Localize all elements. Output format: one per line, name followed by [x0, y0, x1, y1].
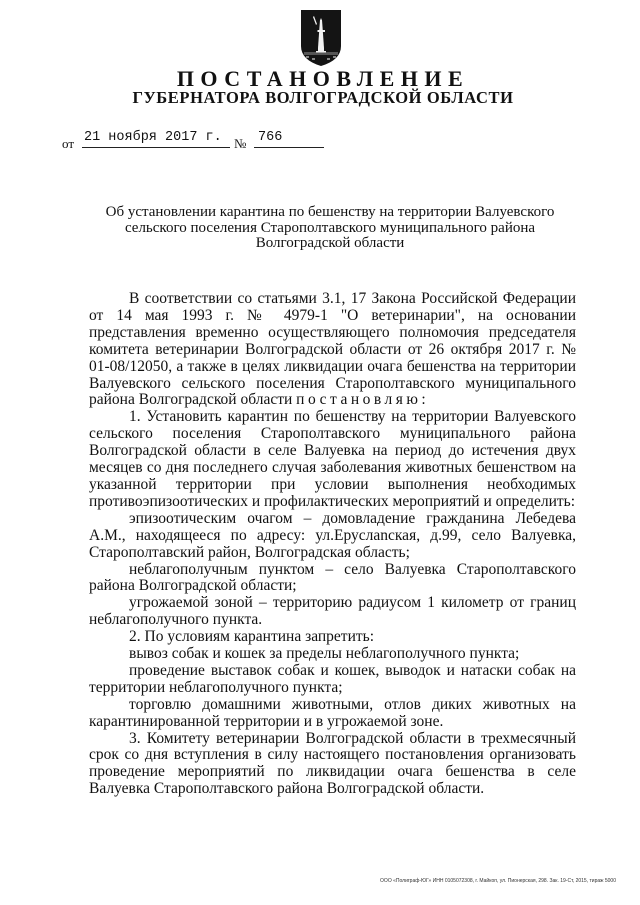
document-number: 766: [254, 128, 324, 148]
document-body: [89, 291, 576, 798]
document-subject: [100, 205, 560, 252]
date-number-line: [58, 128, 358, 150]
subject-line: сельского поселения Старополтавского муниципального района: [124, 219, 536, 236]
clause-3-paragraph: 3. Комитету ветеринарии Волгоградской области в трехмесячный срок со дня вступления в силу настоящего постановления организовать проведение мероприятий по ликвидации очага бешенства в селе Валуевка Старополтавского района Волгоградской области.: [89, 729, 576, 798]
preamble-paragraph: [89, 291, 576, 409]
subject-line: Об установлении карантина по бешенству на территории Валуевского: [105, 204, 555, 220]
document-type-title: ПОСТАНОВЛЕНИЕ: [176, 66, 470, 91]
number-prefix: №: [234, 136, 247, 151]
date-prefix: от: [62, 136, 75, 151]
decree-word: постановляю:: [296, 391, 430, 409]
prohibition-exhibitions-paragraph: проведение выставок собак и кошек, выводок и натаски собак на территории неблагополучного пункта;: [89, 661, 576, 696]
subject-line: Волгоградской области: [255, 235, 405, 251]
threatened-zone-paragraph: угрожаемой зоной – территорию радиусом 1 километр от границ неблагополучного пункта.: [89, 594, 576, 629]
prohibition-trade-paragraph: торговлю домашними животными, отлов диких животных на карантинированной территории и в угрожаемой зоне.: [89, 695, 576, 730]
issuer-title: ГУБЕРНАТОРА ВОЛГОГРАДСКОЙ ОБЛАСТИ: [132, 88, 514, 107]
prohibition-export-paragraph: вывоз собак и кошек за пределы неблагополучного пункта;: [129, 645, 520, 663]
outbreak-definition-paragraph: эпизоотическим очагом – домовладение гражданина Лебедева А.М., находящееся по адресу: ул.Еруслanская, д.99, село Валуевка, Старополтавский район, Волгоградская область;: [89, 509, 576, 561]
coat-of-arms-icon: [298, 8, 344, 68]
document-date: 21 ноября 2017 г.: [82, 128, 230, 148]
clause-2-paragraph: 2. По условиям карантина запретить:: [129, 628, 375, 646]
preamble-text: В соответствии со статьями 3.1, 17 Закона Российской Федерации от 14 мая 1993 г. № 4979-1 "О ветеринарии", на основании представления временно осуществляющего полномочия председателя комитета ветеринарии Волгоградской области от 26 октября 2017 г. № 01-08/12050, а также в целях ликвидации очага бешенства на территории Валуевского сельского поселения Старополтавского муниципального района Волгоградской области: [89, 290, 576, 409]
clause-1-paragraph: 1. Установить карантин по бешенству на территории Валуевского сельского поселения Старополтавского муниципального района Волгоградской области в селе Валуевка на период до истечения двух месяцев со дня последнего случая заболевания животных бешенством на указанной территории при условии выполнения необходимых противоэпизоотических и профилактических мероприятий и определить:: [89, 408, 576, 510]
printer-imprint: ООО «Полиграф-ЮГ» ИНН 0105072308, г. Майкоп, ул. Пионерская, 298. Зак. 19-Ст, 2015, тираж 5000: [380, 878, 616, 884]
unfavorable-point-paragraph: неблагополучным пунктом – село Валуевка Старополтавского района Волгоградской области;: [89, 560, 576, 595]
